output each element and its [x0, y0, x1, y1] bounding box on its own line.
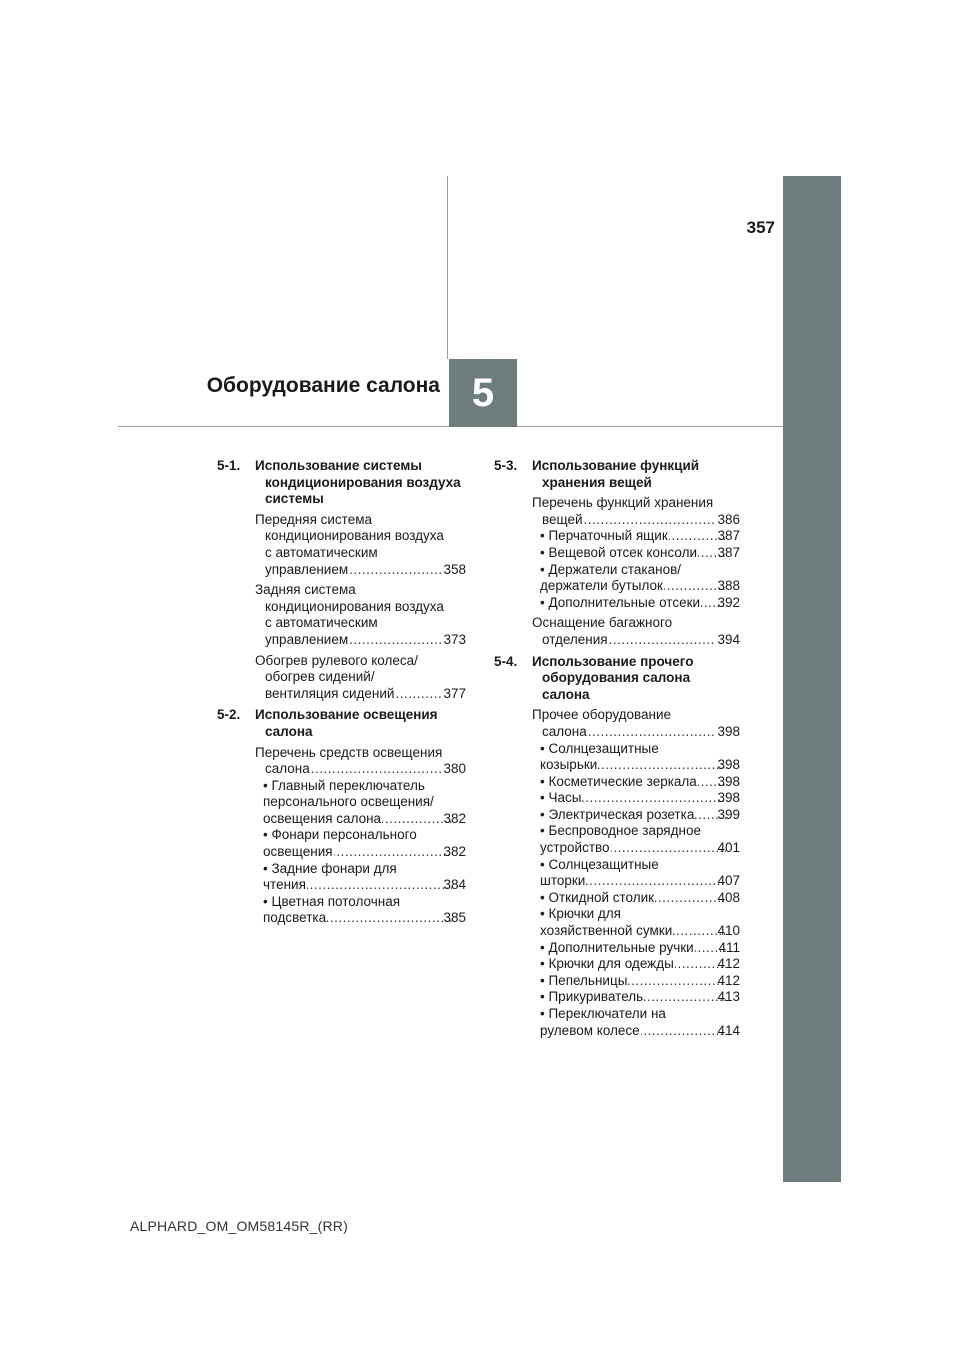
toc-leader-line: [540, 528, 740, 545]
toc-entry[interactable]: [255, 745, 466, 778]
toc-leader-line: [255, 632, 466, 649]
toc-entry-text: • Прикуриватель: [540, 989, 644, 1005]
toc-entry-text: • Дополнительные отсеки: [540, 594, 701, 610]
toc-sub-list: [217, 778, 466, 927]
toc-sub-list: [494, 528, 740, 611]
toc-entry-text: освещения салона: [263, 810, 382, 826]
toc-page-number: 398: [717, 790, 740, 806]
toc-entry-text: управлением: [265, 631, 349, 647]
toc-entry-line: обогрев сидений/: [265, 669, 375, 685]
section-number: 5-1.: [217, 458, 241, 473]
toc-leader-line: [540, 1022, 740, 1040]
toc-entry-text: шторки: [540, 873, 586, 889]
toc-sub-entry[interactable]: [255, 778, 466, 828]
toc-page-number: 387: [717, 544, 740, 560]
dot-leader: [628, 973, 726, 990]
toc-page-number: 384: [443, 877, 466, 893]
toc-leader-line: [263, 844, 466, 861]
toc-leader-line: [540, 544, 740, 562]
toc-sub-entry[interactable]: [532, 857, 740, 890]
toc-entry-line: • Задние фонари для: [263, 860, 397, 876]
toc-entry-line: кондиционирования воздуха: [265, 528, 444, 544]
toc-sub-entry[interactable]: [532, 774, 740, 791]
toc-entry[interactable]: [255, 512, 466, 578]
toc-page-number: 358: [443, 561, 466, 577]
toc-leader-line: [540, 889, 740, 907]
toc-page-number: 382: [443, 810, 466, 826]
toc-leader-line: [540, 923, 740, 940]
dot-leader: [349, 632, 442, 649]
toc-leader-line: [255, 686, 466, 703]
toc-page-number: 412: [717, 972, 740, 988]
toc-entry-line: Оснащение багажного: [532, 615, 673, 631]
dot-leader: [311, 761, 443, 778]
toc-sub-entry[interactable]: [532, 823, 740, 856]
toc-entry-text: чтения: [263, 877, 306, 893]
toc-leader-line: [540, 972, 740, 990]
toc-right-column: [494, 458, 740, 1044]
toc-sub-entry[interactable]: [532, 906, 740, 939]
toc-page-number: 377: [443, 685, 466, 701]
toc-sub-entry[interactable]: [532, 1006, 740, 1039]
toc-page-number: 401: [717, 840, 740, 856]
toc-entry-text: • Косметические зеркала: [540, 773, 697, 789]
toc-entry-line: Задняя система: [255, 582, 356, 598]
dot-leader: [327, 910, 452, 927]
toc-entry-text: подсветка: [263, 910, 327, 926]
toc-section-heading: [217, 707, 466, 740]
dot-leader: [584, 512, 717, 529]
toc-entry-text: • Перчаточный ящик: [540, 528, 668, 544]
chapter-side-tab: [783, 176, 841, 1182]
toc-entry[interactable]: [255, 653, 466, 703]
toc-section-heading: [494, 654, 740, 704]
toc-leader-line: [540, 594, 740, 612]
toc-section-heading: [217, 458, 466, 508]
toc-leader-line: [263, 810, 466, 828]
page-number: 357: [746, 218, 775, 237]
toc-leader-line: [540, 956, 740, 973]
toc-entry-text: • Дополнительные ручки: [540, 939, 694, 955]
toc-leader-line: [263, 910, 466, 927]
toc-entry-text: • Вещевой отсек консоли: [540, 544, 697, 560]
toc-leader-line: [540, 773, 740, 791]
toc-entry[interactable]: [255, 582, 466, 648]
toc-leader-line: [540, 578, 740, 595]
dot-leader: [395, 686, 442, 703]
toc-page-number: 392: [717, 594, 740, 610]
toc-section: [217, 707, 466, 927]
toc-entry-line: кондиционирования воздуха: [265, 598, 444, 614]
toc-leader-line: [540, 806, 740, 824]
toc-entry-line: Прочее оборудование: [532, 707, 672, 723]
toc-entry-text: управлением: [265, 561, 349, 577]
toc-page-number: 413: [717, 989, 740, 1005]
toc-entry-text: держатели бутылок: [540, 578, 663, 594]
dot-leader: [586, 873, 726, 890]
toc-entry-line: • Солнцезащитные: [540, 856, 659, 872]
toc-entry-text: салона: [542, 723, 587, 739]
toc-page-number: 388: [717, 578, 740, 594]
toc-entry-line: персонального освещения/: [263, 794, 434, 810]
toc-entry-line: • Солнцезащитные: [540, 740, 659, 756]
dot-leader: [307, 877, 453, 894]
toc-leader-line: [540, 790, 740, 807]
chapter-title: Оборудование салона: [206, 374, 440, 397]
toc-entry-line: • Фонари персонального: [263, 827, 417, 843]
toc-sub-entry[interactable]: [532, 790, 740, 807]
toc-leader-line: [540, 939, 740, 957]
toc-sub-entry[interactable]: [255, 861, 466, 894]
section-title: Использование освещения салона: [255, 707, 438, 739]
toc-entry-text: салона: [265, 761, 310, 777]
toc-entry-line: • Крючки для: [540, 906, 621, 922]
toc-page-number: 387: [717, 528, 740, 544]
toc-entry[interactable]: [532, 495, 740, 528]
section-title: Использование функций хранения вещей: [532, 458, 700, 490]
dot-leader: [644, 989, 726, 1006]
toc-entry[interactable]: [532, 615, 740, 648]
toc-entry-line: • Главный переключатель: [263, 777, 425, 793]
toc-section: [494, 458, 740, 649]
footer-doc-code: ALPHARD_OM_OM58145R_(RR): [130, 1218, 348, 1234]
toc-page-number: 382: [443, 844, 466, 860]
toc-entry-line: Передняя система: [255, 511, 373, 527]
toc-left-column: [217, 458, 466, 932]
toc-entry-line: • Держатели стаканов/: [540, 561, 682, 577]
toc-sub-entry[interactable]: [532, 890, 740, 907]
toc-sub-entry[interactable]: [532, 741, 740, 774]
toc-entry-text: • Часы: [540, 790, 582, 806]
toc-section: [217, 458, 466, 702]
toc-entry-text: • Откидной столик: [540, 889, 655, 905]
chapter-number-box: [449, 359, 517, 427]
section-number: 5-4.: [494, 653, 518, 669]
toc-entry-line: • Цветная потолочная: [263, 893, 401, 909]
toc-entry-text: • Пепельницы: [540, 972, 628, 988]
toc-leader-line: [540, 840, 740, 857]
toc-sub-entry[interactable]: [532, 940, 740, 957]
toc-page-number: 408: [717, 889, 740, 905]
toc-page-number: 380: [443, 761, 466, 777]
section-number: 5-3.: [494, 458, 518, 473]
toc-entry-text: хозяйственной сумки: [540, 923, 673, 939]
toc-sub-entry[interactable]: [255, 894, 466, 927]
dot-leader: [349, 562, 442, 579]
toc-page-number: 407: [717, 873, 740, 889]
toc-entry-text: освещения: [263, 844, 333, 860]
toc-leader-line: [532, 632, 740, 649]
dot-leader: [611, 840, 727, 857]
header-vertical-rule: [447, 176, 448, 359]
toc-entry-line: Перечень средств освещения: [255, 744, 443, 760]
toc-page-number: 410: [717, 923, 740, 939]
section-number: 5-2.: [217, 707, 241, 723]
section-title: Использование прочего оборудования салона салона: [532, 653, 694, 702]
toc-leader-line: [540, 757, 740, 774]
toc-entry-text: рулевом колесе: [540, 1022, 640, 1038]
toc-entry-line: Обогрев рулевого колеса/: [255, 652, 418, 668]
toc-section-heading: [494, 458, 740, 491]
toc-leader-line: [255, 562, 466, 579]
section-title: Использование системы кондиционирования воздуха системы: [255, 458, 461, 507]
dot-leader: [641, 1023, 727, 1040]
toc-entry-text: • Электрическая розетка: [540, 806, 695, 822]
toc-page-number: 412: [717, 956, 740, 972]
toc-entry-text: козырьки: [540, 757, 598, 773]
toc-sub-entry[interactable]: [532, 956, 740, 973]
toc-entry-line: Перечень функций хранения: [532, 495, 714, 511]
dot-leader: [382, 811, 452, 828]
toc-sub-entry[interactable]: [532, 973, 740, 990]
dot-leader: [334, 844, 453, 861]
dot-leader: [588, 724, 717, 741]
toc-page-number: 398: [717, 757, 740, 773]
toc-leader-line: [540, 989, 740, 1006]
toc-page-number: 398: [717, 723, 740, 739]
dot-leader: [609, 632, 717, 649]
toc-page-number: 385: [443, 910, 466, 926]
toc-page-number: 414: [717, 1022, 740, 1038]
toc-sub-list: [494, 741, 740, 1040]
toc-sub-entry[interactable]: [532, 989, 740, 1006]
toc-leader-line: [263, 877, 466, 894]
toc-entry-text: вентиляция сидений: [265, 685, 395, 701]
toc-leader-line: [532, 512, 740, 529]
toc-sub-entry[interactable]: [255, 827, 466, 860]
toc-page-number: 411: [718, 939, 740, 955]
toc-sub-entry[interactable]: [532, 807, 740, 824]
toc-leader-line: [532, 724, 740, 741]
toc-section: [494, 654, 740, 1040]
dot-leader: [598, 757, 726, 774]
chapter-number: 5: [471, 370, 495, 415]
toc-entry-text: вещей: [542, 511, 583, 527]
dot-leader: [582, 790, 726, 807]
toc-page-number: 398: [717, 773, 740, 789]
toc-entry-line: • Переключатели на: [540, 1006, 666, 1021]
toc-entry-line: с автоматическим: [265, 544, 378, 560]
toc-sub-entry[interactable]: [532, 562, 740, 595]
toc-page-number: 399: [717, 806, 740, 822]
toc-entry-text: • Крючки для одежды: [540, 956, 674, 972]
toc-sub-entry[interactable]: [532, 595, 740, 612]
toc-sub-entry[interactable]: [532, 528, 740, 545]
toc-leader-line: [540, 873, 740, 890]
toc-sub-entry[interactable]: [532, 545, 740, 562]
dot-leader: [655, 890, 726, 907]
toc-entry[interactable]: [532, 707, 740, 740]
toc-page-number: 373: [443, 631, 466, 647]
toc-entry-text: устройство: [540, 840, 610, 856]
toc-entry-line: • Беспроводное зарядное: [540, 823, 701, 839]
toc-entry-line: с автоматическим: [265, 615, 378, 631]
toc-leader-line: [255, 761, 466, 778]
toc-page-number: 386: [717, 511, 740, 527]
toc-page-number: 394: [717, 631, 740, 647]
toc-entry-text: отделения: [542, 631, 608, 647]
